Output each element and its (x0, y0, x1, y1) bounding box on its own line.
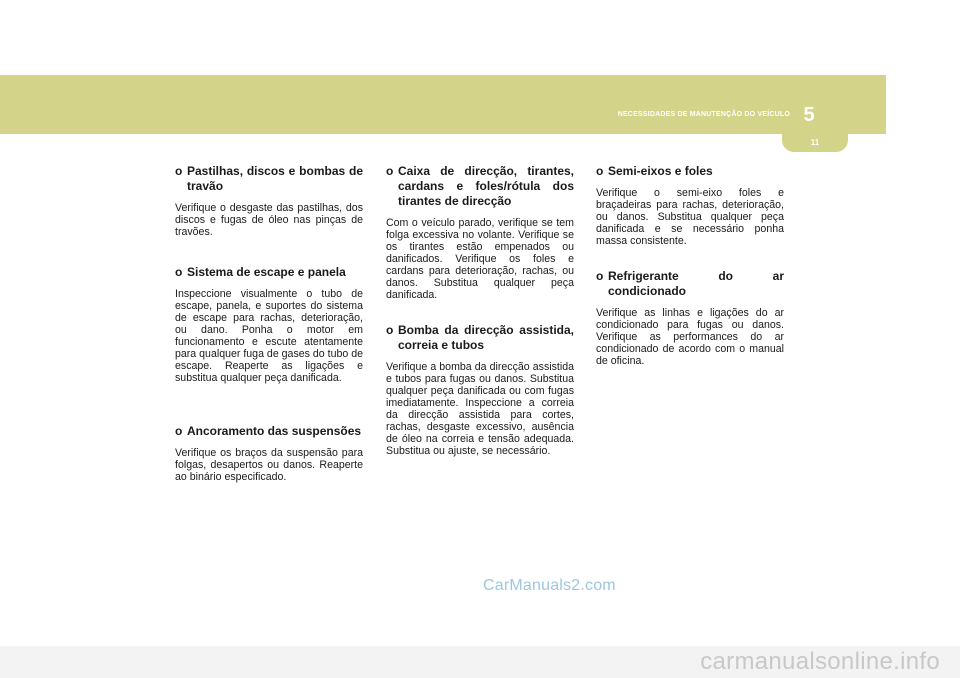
section-exhaust-system (175, 265, 363, 384)
section-heading (386, 323, 574, 353)
section-heading (175, 265, 363, 280)
section-body: Verifique o semi-eixo foles e braçadeiras para rachas, deterioração, ou danos. Substitua qualquer peça danificada e se necessário ponha massa consistente. (596, 187, 784, 247)
section-body: Verifique os braços da suspensão para folgas, desapertos ou danos. Reaperte ao binário especificado. (175, 447, 363, 483)
bullet: o (596, 269, 604, 283)
section-heading (386, 164, 574, 209)
section-drive-shafts (596, 164, 784, 247)
header-band (0, 75, 886, 134)
bullet: o (386, 164, 394, 178)
section-body: Verifique as linhas e ligações do ar condicionado para fugas ou danos. Verifique as performances do ar condicionado de acordo com o manual de oficina. (596, 307, 784, 367)
section-ac-refrigerant (596, 269, 784, 367)
page-number: 11 (810, 138, 820, 147)
heading-text: Ancoramento das suspensões (187, 424, 362, 438)
heading-text: Semi-eixos e foles (608, 164, 713, 178)
chapter-number: 5 (803, 104, 815, 126)
section-heading (596, 269, 784, 299)
section-heading (175, 424, 363, 439)
chapter-title: NECESSIDADES DE MANUTENÇÃO DO VEÍCULO (617, 111, 790, 118)
heading-text: Bomba da direcção assistida, correia e tubos (398, 323, 574, 352)
section-steering-box (386, 164, 574, 301)
column-2 (386, 164, 574, 457)
column-1 (175, 164, 363, 483)
section-heading (175, 164, 363, 194)
footer-watermark: carmanualsonline.info (700, 648, 940, 675)
section-body: Com o veículo parado, verifique se tem folga excessiva no volante. Verifique se os tirantes estão empenados ou danificados. Verifique os foles e cardans para deterioração, rachas, ou danos. Substitua qualquer peça danificada. (386, 217, 574, 301)
column-3 (596, 164, 784, 367)
bullet: o (175, 164, 183, 178)
bullet: o (175, 424, 183, 438)
bullet: o (596, 164, 604, 178)
section-body: Verifique o desgaste das pastilhas, dos discos e fugas de óleo nas pinças de travões. (175, 202, 363, 238)
section-body: Verifique a bomba da direcção assistida e tubos para fugas ou danos. Substitua qualquer peça danificada ou com fugas imediatamente. Inspeccione a correia da direcção assistida para cortes, rachas, desgaste excessivo, ausência de óleo na correia e tensão adequada. Substitua ou ajuste, se necessário. (386, 361, 574, 457)
section-brake-pads (175, 164, 363, 238)
bullet: o (175, 265, 183, 279)
section-power-steering (386, 323, 574, 457)
bullet: o (386, 323, 394, 337)
heading-text: Sistema de escape e panela (187, 265, 346, 279)
section-body: Inspeccione visualmente o tubo de escape, panela, e suportes do sistema de escape para rachas, deterioração, ou dano. Ponha o motor em funcionamento e escute atentamente para qualquer fuga de gases do tubo de escape. Reaperte as ligações e substitua qualquer peça danificada. (175, 288, 363, 384)
section-suspension-mounting (175, 424, 363, 483)
section-heading (596, 164, 784, 179)
heading-text: Pastilhas, discos e bombas de travão (187, 164, 363, 193)
heading-text: Refrigerante do ar condicionado (608, 269, 784, 298)
heading-text: Caixa de direcção, tirantes, cardans e foles/rótula dos tirantes de direcção (398, 164, 574, 208)
page-tab (782, 134, 848, 152)
watermark-link[interactable]: CarManuals2.com (483, 577, 616, 594)
